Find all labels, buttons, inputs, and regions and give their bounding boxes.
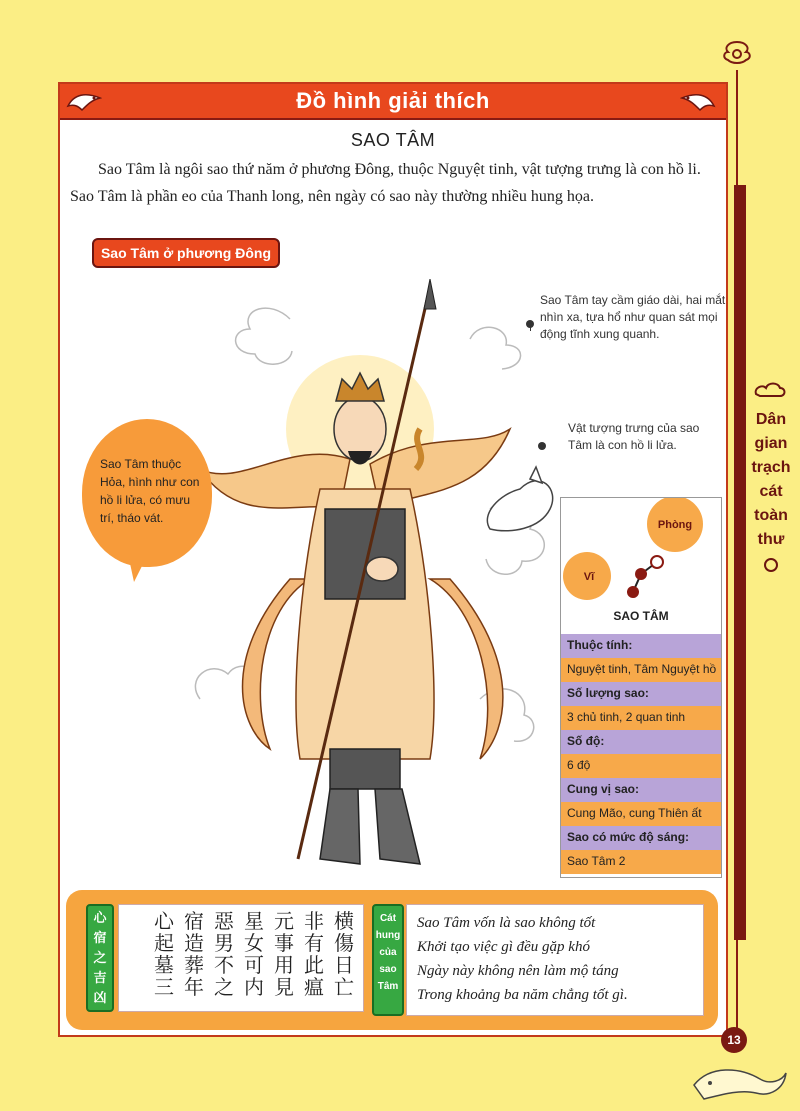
header-banner — [60, 84, 726, 120]
star-name-phong: Phòng — [657, 519, 693, 531]
cloud-ornament-icon — [718, 38, 756, 70]
speech-bubble: Sao Tâm thuộc Hỏa, hình như con hồ li lửa, có mưu trí, tháo vát. — [82, 419, 212, 567]
chinese-column: 心 起 墓 三 — [154, 911, 174, 999]
dragon-icon — [690, 1055, 790, 1105]
chinese-column: 惡 男 不 之 — [214, 911, 234, 999]
armor — [325, 509, 405, 599]
side-tab-word: thư — [757, 531, 785, 548]
chinese-column: 元 事 用 見 — [274, 911, 294, 999]
info-label: Số lượng sao: — [561, 682, 721, 706]
constellation-name: SAO TÂM — [613, 609, 669, 623]
side-tab-word: Dân — [755, 411, 787, 428]
info-label: Cung vị sao: — [561, 778, 721, 802]
fox-annotation: Vật tượng trưng của sao Tâm là con hồ li lửa. — [568, 421, 700, 452]
chinese-tag-char: 心 — [93, 910, 107, 925]
poem-line: Sao Tâm vốn là sao không tốt — [417, 915, 596, 931]
annotation-line — [530, 323, 531, 331]
star-info-card — [560, 497, 722, 878]
vietnamese-tag-word: của — [379, 947, 397, 958]
side-tab-word: trạch — [751, 459, 791, 476]
info-label: Thuộc tính: — [561, 634, 721, 658]
info-value: 3 chủ tinh, 2 quan tinh — [561, 706, 721, 730]
cloud-icon — [752, 380, 788, 400]
vietnamese-tag-word: Tâm — [377, 981, 399, 992]
chinese-tag-char: 吉 — [93, 970, 107, 985]
chinese-column: 宿 造 葬 年 — [184, 911, 204, 999]
spear-annotation: Sao Tâm tay cầm giáo dài, hai mắt nhìn xa, tựa hổ như quan sát mọi động tĩnh xung quanh. — [540, 293, 726, 341]
side-tab — [742, 372, 800, 612]
info-value: Nguyệt tinh, Tâm Nguyệt hồ — [561, 658, 721, 682]
warrior-illustration — [180, 279, 560, 879]
dragon-icon — [680, 88, 716, 114]
poem-line: Ngày này không nên làm mộ táng — [417, 963, 619, 979]
side-tab-word: cát — [759, 483, 783, 500]
info-rows — [561, 634, 721, 874]
chinese-tag-char: 之 — [93, 950, 107, 965]
vietnamese-tag-word: hung — [375, 930, 401, 941]
info-value: Sao Tâm 2 — [561, 850, 721, 874]
vietnamese-tag-word: sao — [379, 964, 397, 975]
vietnamese-poem — [406, 904, 704, 1016]
section-label: Sao Tâm ở phương Đông — [92, 238, 280, 268]
ring-icon — [764, 558, 778, 572]
fox — [487, 481, 552, 531]
constellation-diagram — [561, 498, 721, 634]
chinese-column: 星 女 可 内 — [244, 911, 264, 999]
intro-paragraph: Sao Tâm là ngôi sao thứ năm ở phương Đông, thuộc Nguyệt tinh, vật tượng trưng là con hồ li. Sao Tâm là phần eo của Thanh long, nên ngày có sao này thường nhiều hung họa. — [70, 161, 701, 205]
star-title: SAO TÂM — [350, 130, 436, 150]
bubble-tail — [124, 554, 154, 584]
vietnamese-tag — [372, 904, 404, 1016]
info-label: Số độ: — [561, 730, 721, 754]
chinese-column: 横 傷 日 亡 — [334, 911, 354, 999]
annotation-dot — [538, 442, 546, 450]
star-name-vi: Vĩ — [583, 571, 595, 583]
poem-line: Trong khoảng ba năm chẳng tốt gì. — [417, 987, 628, 1003]
chinese-tag — [86, 904, 114, 1012]
chinese-tag-char: 宿 — [93, 930, 107, 945]
poem-line: Khởi tạo việc gì đều gặp khó — [417, 939, 590, 955]
info-value: Cung Mão, cung Thiên ất — [561, 802, 721, 826]
side-tab-word: toàn — [754, 507, 788, 524]
chinese-tag-char: 凶 — [93, 990, 107, 1005]
chinese-poem — [118, 904, 364, 1012]
page-number: 13 — [721, 1027, 747, 1053]
chinese-column: 非 有 此 瘟 — [304, 911, 324, 999]
main-panel — [58, 82, 728, 1037]
info-value: 6 độ — [561, 754, 721, 778]
info-label: Sao có mức độ sáng: — [561, 826, 721, 850]
poem-box — [66, 890, 718, 1030]
header-title: Đồ hình giải thích — [296, 88, 490, 113]
side-tab-word: gian — [754, 435, 788, 452]
vietnamese-tag-word: Cát — [379, 913, 397, 924]
